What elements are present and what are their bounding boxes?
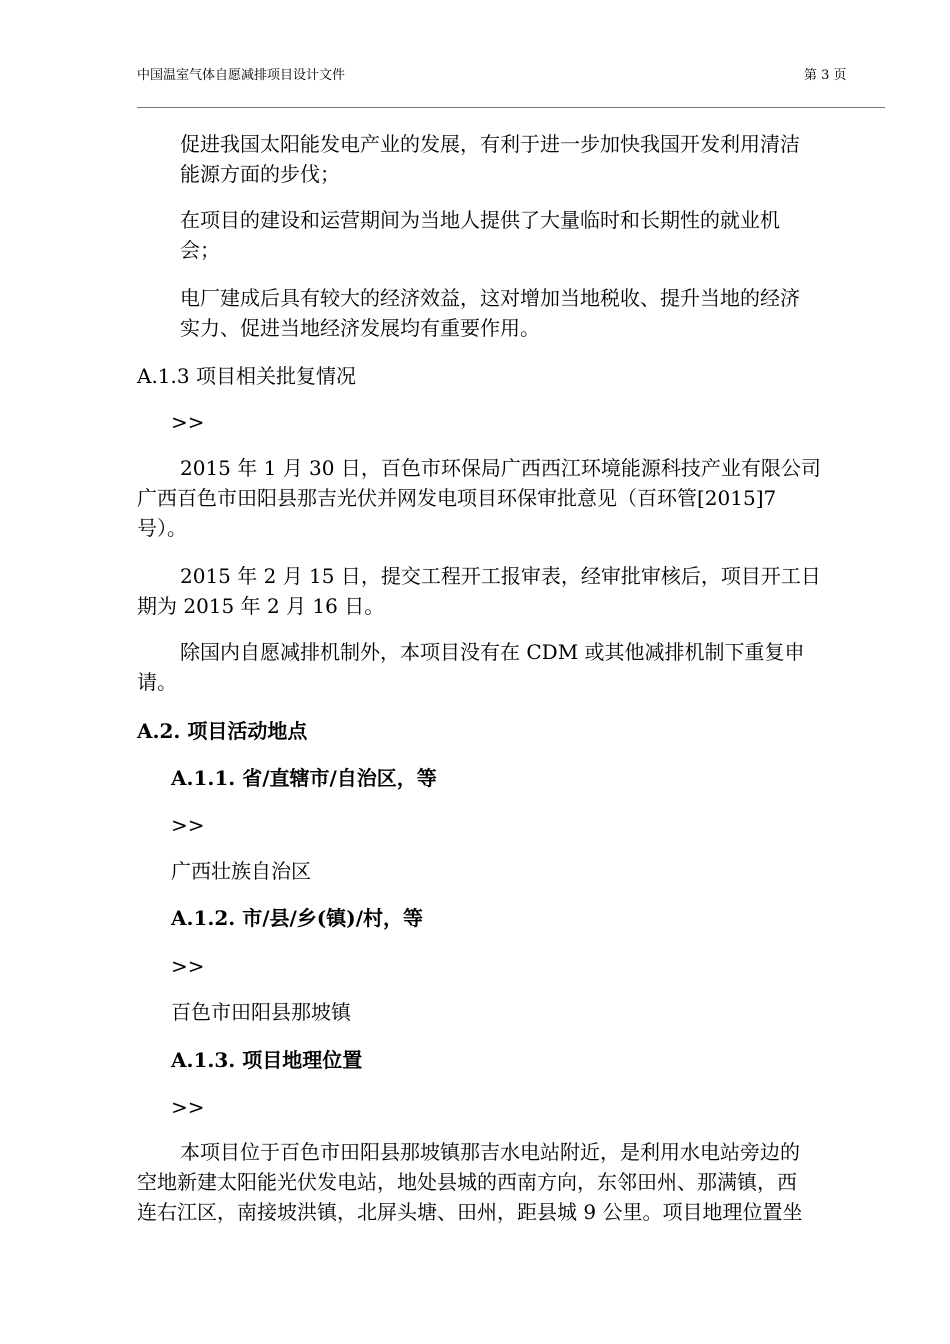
- text-line: 能源方面的步伐；: [180, 162, 340, 186]
- text-line: 会；: [180, 238, 220, 262]
- section-heading-approvals: A.1.3 项目相关批复情况: [137, 364, 356, 388]
- page-header: [137, 64, 885, 88]
- text-line: 电厂建成后具有较大的经济效益，这对增加当地税收、提升当地的经济: [180, 286, 800, 310]
- intro-paragraph-2: [180, 205, 780, 265]
- page-number: 第 3 页: [804, 68, 847, 83]
- intro-paragraph-3: [180, 283, 800, 343]
- section-marker: >>: [171, 954, 205, 978]
- header-divider: [137, 107, 885, 108]
- text-line: 本项目位于百色市田阳县那坡镇那吉水电站附近，是利用水电站旁边的: [180, 1140, 800, 1164]
- text-line: 在项目的建设和运营期间为当地人提供了大量临时和长期性的就业机: [180, 208, 780, 232]
- section-marker: >>: [171, 1095, 205, 1119]
- subsection-heading-province: A.1.1. 省/直辖市/自治区，等: [171, 766, 437, 790]
- text-line: 期为 2015 年 2 月 16 日。: [137, 594, 385, 618]
- geolocation-paragraph: [137, 1137, 802, 1227]
- text-line: 空地新建太阳能光伏发电站，地处县城的西南方向，东邻田州、那满镇，西: [137, 1170, 797, 1194]
- text-line: 除国内自愿减排机制外，本项目没有在 CDM 或其他减排机制下重复申: [180, 640, 805, 664]
- text-line: 2015 年 2 月 15 日，提交工程开工报审表，经审批审核后，项目开工日: [180, 564, 821, 588]
- text-line: 连右江区，南接坡洪镇，北屏头塘、田州，距县城 9 公里。项目地理位置坐: [137, 1200, 803, 1224]
- province-value: 广西壮族自治区: [171, 859, 311, 883]
- subsection-heading-city: A.1.2. 市/县/乡(镇)/村，等: [171, 906, 424, 930]
- approval-paragraph-1: [137, 453, 821, 543]
- intro-paragraph-1: [180, 129, 800, 189]
- approval-paragraph-3: [137, 637, 805, 697]
- text-line: 广西百色市田阳县那吉光伏并网发电项目环保审批意见（百环管[2015]7: [137, 486, 777, 510]
- approval-paragraph-2: [137, 561, 821, 621]
- city-value: 百色市田阳县那坡镇: [171, 1000, 351, 1024]
- text-line: 请。: [137, 670, 177, 694]
- text-line: 促进我国太阳能发电产业的发展，有利于进一步加快我国开发利用清洁: [180, 132, 800, 156]
- text-line: 号）。: [137, 516, 187, 540]
- text-line: 2015 年 1 月 30 日，百色市环保局广西西江环境能源科技产业有限公司: [180, 456, 821, 480]
- section-heading-location: A.2. 项目活动地点: [137, 719, 308, 743]
- document-title: 中国温室气体自愿减排项目设计文件: [137, 68, 346, 83]
- subsection-heading-geolocation: A.1.3. 项目地理位置: [171, 1048, 363, 1072]
- section-marker: >>: [171, 410, 205, 434]
- section-marker: >>: [171, 813, 205, 837]
- text-line: 实力、促进当地经济发展均有重要作用。: [180, 316, 540, 340]
